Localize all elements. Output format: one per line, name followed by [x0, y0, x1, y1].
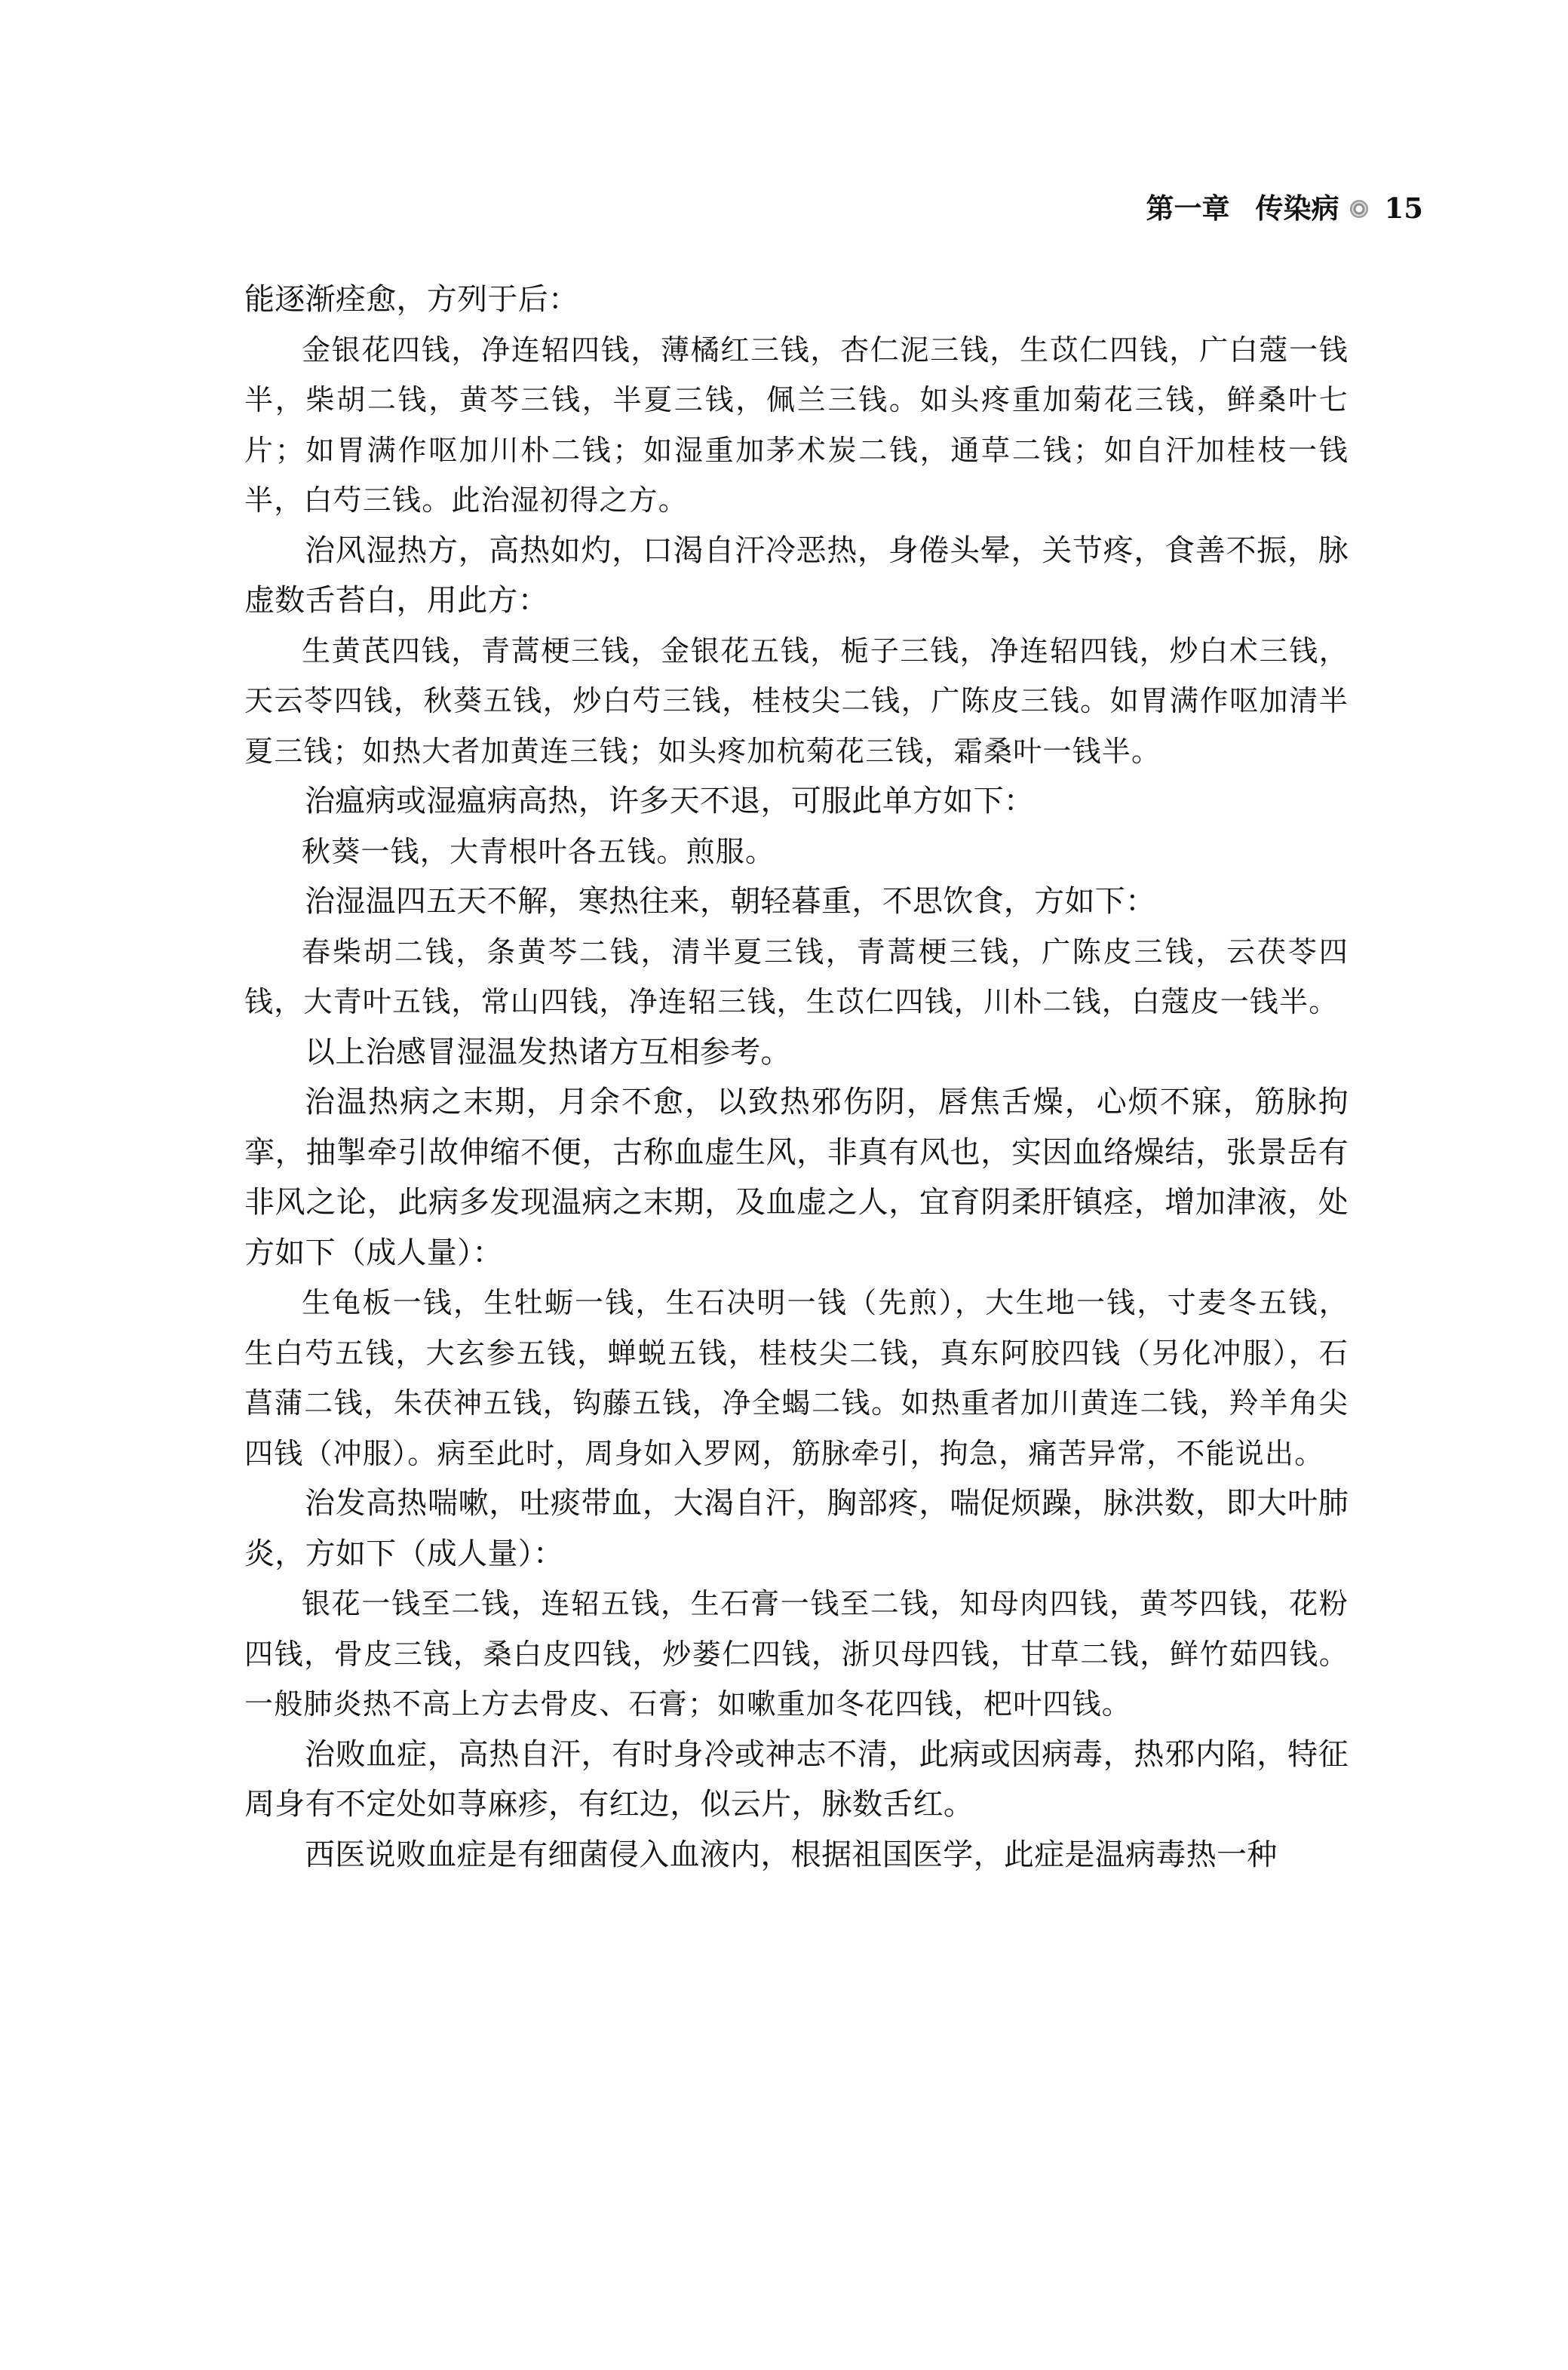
body-paragraph: 治湿温四五天不解，寒热往来，朝轻暮重，不思饮食，方如下：: [305, 884, 1156, 919]
prescription-paragraph: 春柴胡二钱，条黄芩二钱，清半夏三钱，青蒿梗三钱，广陈皮三钱，云茯苓四钱，大青叶五钱，常山四钱，净连轺三钱，生苡仁四钱，川朴二钱，白蔻皮一钱半。: [244, 935, 1349, 1018]
body-paragraph: 治发高热喘嗽，吐痰带血，大渴自汗，胸部疼，喘促烦躁，脉洪数，即大叶肺炎，方如下（成人量）：: [244, 1486, 1349, 1571]
prescription-paragraph: 生黄芪四钱，青蒿梗三钱，金银花五钱，栀子三钱，净连轺四钱，炒白术三钱，天云苓四钱，秋葵五钱，炒白芍三钱，桂枝尖二钱，广陈皮三钱。如胃满作呕加清半夏三钱；如热大者加黄连三钱；如头疼加杭菊花三钱，霜桑叶一钱半。: [244, 634, 1349, 768]
chapter-title: 传染病: [1255, 192, 1339, 225]
paragraph-continuation: 能逐渐痊愈，方列于后：: [244, 282, 579, 317]
body-paragraph: 治败血症，高热自汗，有时身冷或神志不清，此病或因病毒，热邪内陷，特征周身有不定处如荨麻疹，有红边，似云片，脉数舌红。: [244, 1736, 1349, 1822]
body-paragraph: 以上治感冒湿温发热诸方互相参考。: [305, 1034, 791, 1070]
body-paragraph: 西医说败血症是有细菌侵入血液内，根据祖国医学，此症是温病毒热一种: [305, 1837, 1278, 1872]
page-header: [1146, 192, 1424, 225]
prescription-paragraph: 金银花四钱，净连轺四钱，薄橘红三钱，杏仁泥三钱，生苡仁四钱，广白蔻一钱半，柴胡二钱，黄芩三钱，半夏三钱，佩兰三钱。如头疼重加菊花三钱，鲜桑叶七片；如胃满作呕加川朴二钱；如湿重加茅术炭二钱，通草二钱；如自汗加桂枝一钱半，白芍三钱。此治湿初得之方。: [244, 333, 1349, 517]
body-paragraph: 治瘟病或湿瘟病高热，许多天不退，可服此单方如下：: [305, 784, 1035, 818]
page-number: 15: [1384, 192, 1423, 225]
chapter-label: 第一章: [1146, 192, 1230, 225]
body-paragraph: 治风湿热方，高热如灼，口渴自汗冷恶热，身倦头晕，关节疼，食善不振，脉虚数舌苔白，用此方：: [244, 533, 1349, 618]
prescription-paragraph: 秋葵一钱，大青根叶各五钱。煎服。: [302, 834, 775, 868]
page-body: [244, 275, 1349, 1880]
prescription-paragraph: 银花一钱至二钱，连轺五钱，生石膏一钱至二钱，知母肉四钱，黄芩四钱，花粉四钱，骨皮三钱，桑白皮四钱，炒蒌仁四钱，浙贝母四钱，甘草二钱，鲜竹茹四钱。一般肺炎热不高上方去骨皮、石膏；如嗽重加冬花四钱，杷叶四钱。: [244, 1587, 1349, 1721]
prescription-paragraph: 生龟板一钱，生牡蛎一钱，生石决明一钱（先煎），大生地一钱，寸麦冬五钱，生白芍五钱，大玄参五钱，蝉蜕五钱，桂枝尖二钱，真东阿胶四钱（另化冲服），石菖蒲二钱，朱茯神五钱，钩藤五钱，净全蝎二钱。如热重者加川黄连二钱，羚羊角尖四钱（冲服）。病至此时，周身如入罗网，筋脉牵引，拘急，痛苦异常，不能说出。: [244, 1286, 1349, 1470]
header-bullet-icon: [1350, 200, 1368, 218]
body-paragraph: 治温热病之末期，月余不愈，以致热邪伤阴，唇焦舌燥，心烦不寐，筋脉拘挛，抽掣牵引故伸缩不便，古称血虚生风，非真有风也，实因血络燥结，张景岳有非风之论，此病多发现温病之末期，及血虚之人，宜育阴柔肝镇痉，增加津液，处方如下（成人量）：: [244, 1085, 1349, 1270]
